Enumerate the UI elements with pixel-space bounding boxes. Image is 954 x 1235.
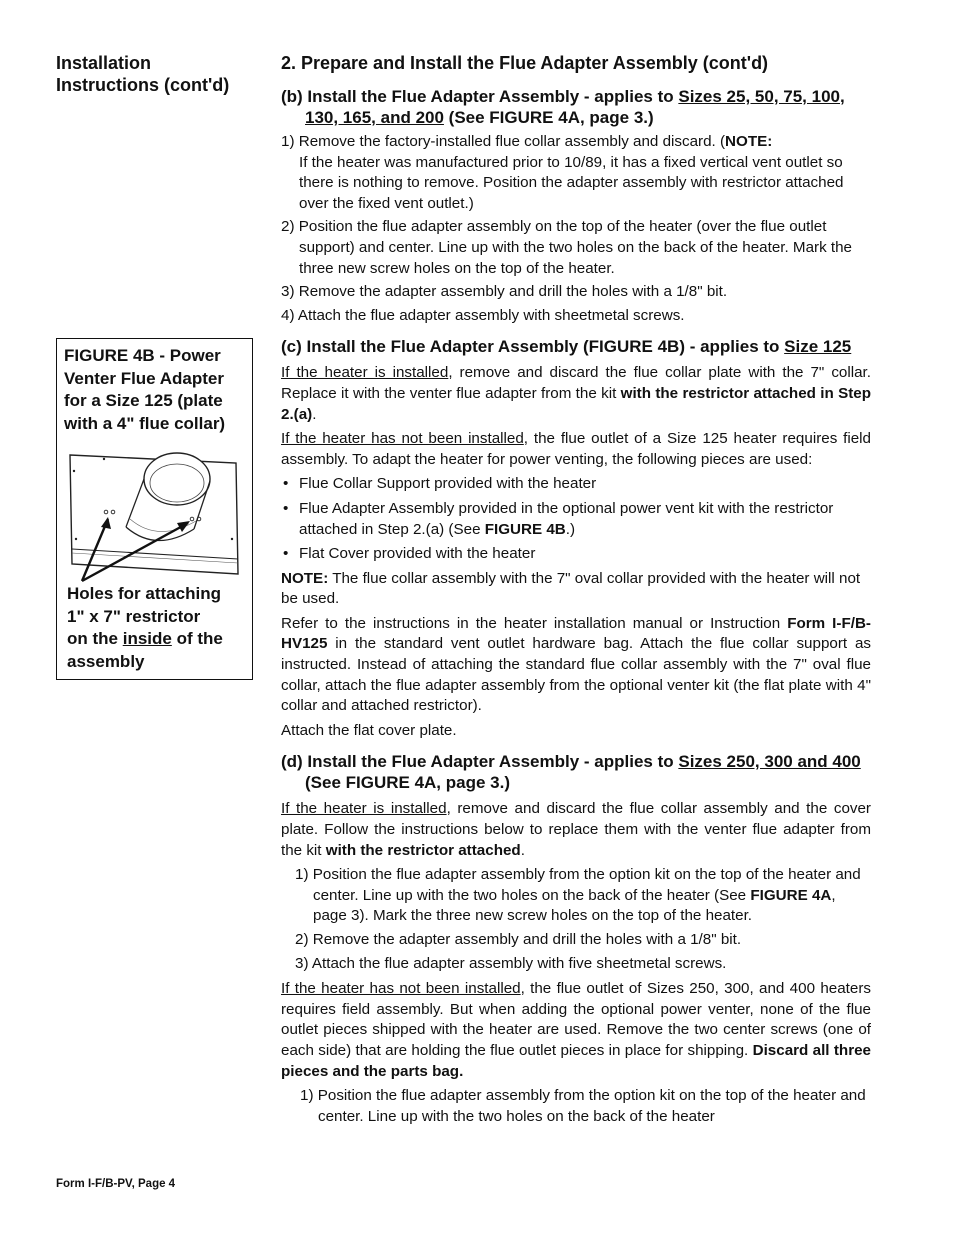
paragraph-d1: If the heater is installed, remove and discard the flue collar assembly and the cover plate. Follow the instructions below to replace them with the venter flue adapter from the kit with the restrictor attached. xyxy=(281,800,871,859)
figure-caption-line2: Venter Flue Adapter xyxy=(64,368,224,388)
bullet-item: • Flat Cover provided with the heater xyxy=(283,545,536,563)
figure-caption xyxy=(64,345,246,435)
paragraph-c3: Refer to the instructions in the heater installation manual or Instruction Form I-F/B-HV125 in the standard vent outlet hardware bag. Attach the flue collar support as instructed. Instead of attaching the standard flue collar assembly with the 7" oval flue collar, attach the flue adapter assembly from the optional venter kit (the flat plate with 4" collar and attached restrictor). xyxy=(281,614,871,715)
main-content xyxy=(281,52,871,1130)
subsection-b-title: (b) Install the Flue Adapter Assembly - applies to Sizes 25, 50, 75, 100, 130, 165, and 200 (See FIGURE 4A, page 3.) xyxy=(281,87,845,127)
step-d3: 3) Attach the flue adapter assembly with five sheetmetal screws. xyxy=(295,954,727,972)
step-b3: 3) Remove the adapter assembly and drill the holes with a 1/8" bit. xyxy=(281,283,728,301)
figure-label-line1: Holes for attaching xyxy=(67,584,221,603)
figure-4b-box xyxy=(56,338,253,680)
step-b1: 1) Remove the factory-installed flue collar assembly and discard. (NOTE: If the heater was manufactured prior to 10/89, it has a fixed vertical vent outlet so there is nothing to remove. Position the adapter assembly with restrictor attached over the fixed vent outlet.) xyxy=(281,133,844,212)
step-d1: 1) Position the flue adapter assembly from the option kit on the top of the heater and center. Line up with the two holes on the back of the heater (See FIGURE 4A, page 3). Mark the three new screw holes on the top of the heater. xyxy=(295,866,861,925)
subsection-c-title: (c) Install the Flue Adapter Assembly (FIGURE 4B) - applies to Size 125 xyxy=(281,337,852,357)
step-b4: 4) Attach the flue adapter assembly with sheetmetal screws. xyxy=(281,306,685,324)
step-b2: 2) Position the flue adapter assembly on the top of the heater (over the flue outlet support) and center. Line up with the two holes on the back of the heater. Mark the three new screw holes on the top of the heater. xyxy=(281,218,853,277)
figure-caption-line3: for a Size 125 (plate xyxy=(64,391,223,410)
step-d4: 1) Position the flue adapter assembly from the option kit on the top of the heater and center. Line up with the two holes on the back of the heater xyxy=(300,1087,866,1125)
sidebar-title-line1: Installation xyxy=(56,53,152,73)
flue-adapter-illustration xyxy=(66,449,246,584)
section-heading: 2. Prepare and Install the Flue Adapter Assembly (cont'd) xyxy=(281,53,769,73)
step-d2: 2) Remove the adapter assembly and drill the holes with a 1/8" bit. xyxy=(295,931,742,948)
subsection-d-title: (d) Install the Flue Adapter Assembly - applies to Sizes 250, 300 and 400 (See FIGURE 4A, page 3.) xyxy=(281,752,861,793)
paragraph-c4: Attach the flat cover plate. xyxy=(281,721,457,739)
bullet-item: • Flue Collar Support provided with the heater xyxy=(283,475,597,493)
figure-label-line2: 1" x 7" restrictor xyxy=(67,606,201,626)
paragraph-c2: If the heater has not been installed, the flue outlet of a Size 125 heater requires field assembly. To adapt the heater for power venting, the following pieces are used: xyxy=(281,430,871,468)
figure-caption-line4: with a 4" flue collar) xyxy=(64,413,226,433)
page-footer: Form I-F/B-PV, Page 4 xyxy=(56,1178,176,1190)
paragraph-d2: If the heater has not been installed, the flue outlet of Sizes 250, 300, and 400 heaters requires field assembly. But when adding the optional power venter, none of the flue outlet pieces shipped with the heater are used. Remove the two center screws (one of each side) that are holding the flue outlet pieces in place for shipping. Discard all three pieces and the parts bag. xyxy=(281,980,871,1080)
figure-label-line3: on the inside of the xyxy=(67,629,223,648)
figure-label-line4: assembly xyxy=(67,651,145,671)
figure-caption-line1: FIGURE 4B - Power xyxy=(64,346,221,365)
sidebar-title xyxy=(56,52,266,96)
sidebar-title-line2: Instructions (cont'd) xyxy=(56,75,230,95)
figure-label xyxy=(67,583,247,673)
bullet-item: • Flue Adapter Assembly provided in the optional power vent kit with the restrictor attached in Step 2.(a) (See FIGURE 4B.) xyxy=(283,499,834,538)
note-c: NOTE: The flue collar assembly with the 7" oval collar provided with the heater will not be used. xyxy=(281,569,861,608)
paragraph-c1: If the heater is installed, remove and discard the flue collar plate with the 7" collar. Replace it with the venter flue adapter from the kit with the restrictor attached in Step 2.(a). xyxy=(281,364,871,423)
